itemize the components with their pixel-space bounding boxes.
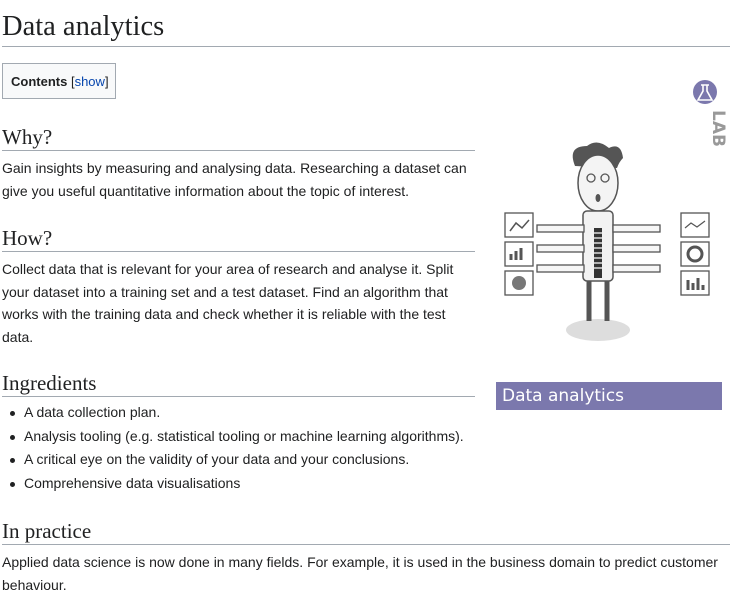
table-of-contents — [2, 63, 116, 99]
list-item: A critical eye on the validity of your data and your conclusions. — [10, 448, 464, 472]
heading-ingredients: Ingredients — [2, 370, 475, 397]
how-text — [2, 258, 453, 348]
how-line-3: works with the training data and check whether it is reliable with the test — [2, 306, 446, 322]
why-text — [2, 157, 467, 202]
heading-in-practice: In practice — [2, 518, 730, 545]
data-analytics-illustration — [495, 78, 728, 378]
toc-show-link[interactable]: show — [74, 74, 105, 89]
lab-label: LAB — [708, 110, 728, 147]
list-item: Comprehensive data visualisations — [10, 472, 464, 496]
practice-line-2: behaviour. — [2, 576, 67, 593]
ingredients-list — [10, 401, 464, 495]
heading-how: How? — [2, 225, 475, 252]
analyst-figure-image — [495, 78, 728, 378]
figure-caption: Data analytics — [496, 382, 722, 410]
list-item: Analysis tooling (e.g. statistical tooling or machine learning algorithms). — [10, 425, 464, 449]
list-item: A data collection plan. — [10, 401, 464, 425]
lab-badge-icon — [693, 80, 728, 147]
page-title: Data analytics — [2, 8, 730, 47]
how-line-4: data. — [2, 328, 34, 345]
why-line-1: Gain insights by measuring and analysing data. Researching a dataset can — [2, 160, 467, 176]
practice-line-1: Applied data science is now done in many fields. For example, it is used in the business domain to predict customer — [2, 554, 718, 570]
toc-bracket-close: ] — [104, 74, 109, 89]
how-line-2: your dataset into a training set and a test dataset. Find an algorithm that — [2, 283, 448, 300]
why-line-2: give you useful quantitative information about the topic of interest. — [2, 182, 410, 199]
heading-why: Why? — [2, 124, 475, 151]
how-line-1: Collect data that is relevant for your area of research and analyse it. Split — [2, 261, 454, 277]
toc-label: Contents — [11, 74, 68, 89]
toc-bracket-open: [ — [67, 74, 75, 89]
practice-text — [2, 551, 718, 596]
